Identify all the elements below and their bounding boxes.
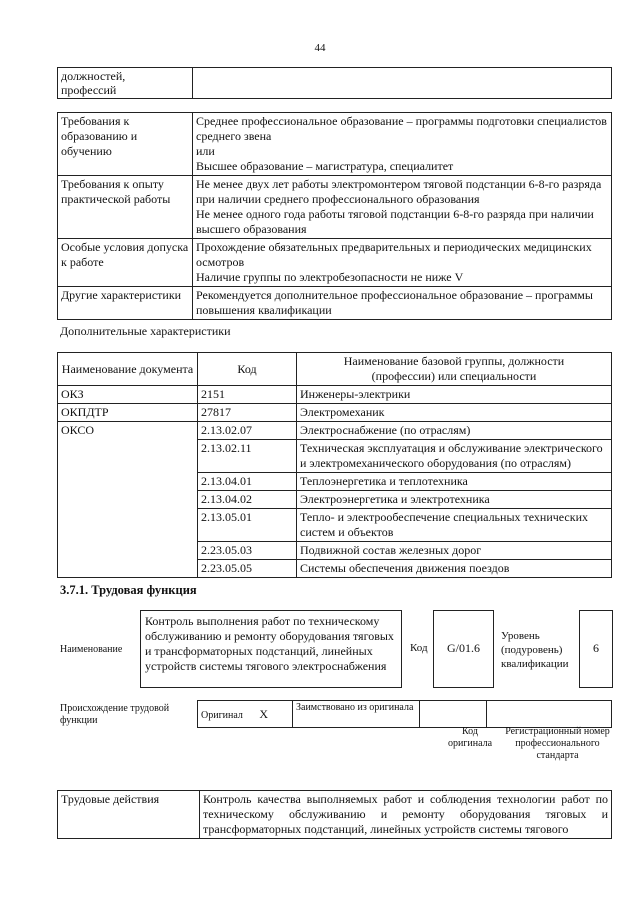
req-label: Требования к образованию и обучению: [58, 113, 193, 176]
page-number: 44: [314, 42, 326, 54]
additional-header-row: [58, 353, 612, 386]
row-name: Электромеханик: [297, 404, 612, 422]
origin-original-mark: X: [259, 706, 269, 721]
row-doc: ОКСО: [58, 422, 198, 578]
function-code-box: [433, 610, 494, 688]
function-name-value: Контроль выполнения работ по техническому обслуживанию и ремонту оборудования тяговых и трансформаторных подстанций, линейных устройств системы тягового электроснабжения: [145, 614, 394, 673]
actions-value: Контроль качества выполняемых работ и соблюдения технологии работ по техническому обслуживанию и ремонту оборудования тяговых и трансформаторных подстанций, линейных устройств системы тягового: [200, 791, 612, 839]
req-row: [58, 287, 612, 320]
row-name: Электроснабжение (по отраслям): [297, 422, 612, 440]
function-name-label: Наименование: [60, 644, 123, 655]
requirements-table: [57, 112, 612, 320]
row-doc: ОКЗ: [58, 386, 198, 404]
row-name: Инженеры-электрики: [297, 386, 612, 404]
function-code-label: Код: [410, 642, 428, 654]
row-code: 2.13.02.07: [198, 422, 297, 440]
col-header-code: Код: [198, 353, 297, 386]
row-name: Системы обеспечения движения поездов: [297, 560, 612, 578]
req-value: Не менее двух лет работы электромонтером тяговой подстанции 6-8-го разряда при наличии среднего профессионального образования Не менее одного года работы тяговой подстанции 6-8-го разряда при наличии высшего образования: [193, 176, 612, 239]
row-doc: ОКПДТР: [58, 404, 198, 422]
row-code: 2.13.05.01: [198, 509, 297, 542]
req-value: Среднее профессиональное образование – программы подготовки специалистов среднего звена или Высшее образование – магистратура, специалитет: [193, 113, 612, 176]
req-row: [58, 113, 612, 176]
function-heading: 3.7.1. Трудовая функция: [60, 583, 197, 597]
row-name: Электроэнергетика и электротехника: [297, 491, 612, 509]
row-code: 27817: [198, 404, 297, 422]
function-name-box: [140, 610, 402, 688]
function-code-value: G/01.6: [447, 641, 480, 655]
top-table-left: должностей, профессий: [58, 68, 193, 99]
row-code: 2.13.04.01: [198, 473, 297, 491]
origin-reg-cell: [487, 701, 612, 728]
row-name: Подвижной состав железных дорог: [297, 542, 612, 560]
col-header-name: Наименование базовой группы, должности (профессии) или специальности: [297, 353, 612, 386]
req-label: Другие характеристики: [58, 287, 193, 320]
actions-table: [57, 790, 612, 839]
origin-code-caption: Код оригинала: [447, 726, 493, 749]
row-name: Тепло- и электрообеспечение специальных технических систем и объектов: [297, 509, 612, 542]
origin-reg-caption: Регистрационный номер профессионального стандарта: [505, 726, 610, 761]
function-level-box: [579, 610, 613, 688]
row-code: 2.13.04.02: [198, 491, 297, 509]
origin-borrowed-label: Заимствовано из оригинала: [296, 702, 414, 713]
row-code: 2151: [198, 386, 297, 404]
additional-title: Дополнительные характеристики: [60, 324, 231, 338]
origin-code-cell: [420, 701, 487, 728]
row-code: 2.23.05.05: [198, 560, 297, 578]
origin-borrowed-cell: [293, 701, 420, 728]
origin-label: Происхождение трудовой функции: [60, 703, 170, 726]
table-row: [58, 386, 612, 404]
top-table: [57, 67, 612, 99]
req-label: Требования к опыту практической работы: [58, 176, 193, 239]
actions-label: Трудовые действия: [58, 791, 200, 839]
table-row: [58, 422, 612, 440]
row-code: 2.23.05.03: [198, 542, 297, 560]
table-row: [58, 404, 612, 422]
origin-original-label: Оригинал: [201, 709, 243, 721]
top-table-right: [193, 68, 612, 99]
origin-table: [197, 700, 612, 728]
col-header-doc: Наименование документа: [58, 353, 198, 386]
row-name: Теплоэнергетика и теплотехника: [297, 473, 612, 491]
origin-original-cell: [198, 701, 293, 728]
row-name: Техническая эксплуатация и обслуживание электрического и электромеханического оборудования (по отраслям): [297, 440, 612, 473]
row-code: 2.13.02.11: [198, 440, 297, 473]
additional-table: [57, 352, 612, 578]
req-value: Прохождение обязательных предварительных и периодических медицинских осмотров Наличие группы по электробезопасности не ниже V: [193, 239, 612, 287]
req-value: Рекомендуется дополнительное профессиональное образование – программы повышения квалификации: [193, 287, 612, 320]
function-level-label: Уровень (подуровень) квалификации: [501, 630, 569, 670]
req-row: [58, 239, 612, 287]
req-row: [58, 176, 612, 239]
function-level-value: 6: [593, 641, 599, 655]
req-label: Особые условия допуска к работе: [58, 239, 193, 287]
